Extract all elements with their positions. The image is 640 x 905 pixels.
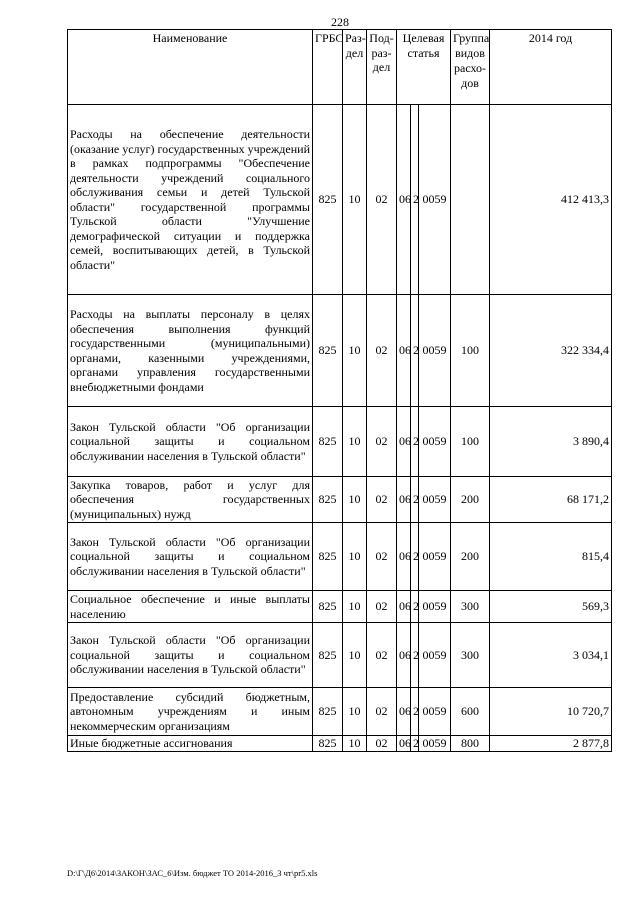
cell-podrazdel: 02: [367, 407, 397, 477]
table-row: [68, 477, 612, 523]
cell-grbs: 825: [313, 295, 343, 407]
cell-razdel: 10: [343, 736, 367, 752]
cell-celevaya-3: 0059: [419, 477, 451, 523]
cell-razdel: 10: [343, 591, 367, 623]
cell-razdel: 10: [343, 105, 367, 295]
cell-sum-2014: 2 877,8: [490, 736, 612, 752]
cell-celevaya-2: 2: [411, 407, 419, 477]
header-name: Наименование: [68, 30, 313, 105]
header-celevaya-statya: Целевая статья: [397, 30, 451, 105]
cell-sum-2014: 68 171,2: [490, 477, 612, 523]
cell-celevaya-2: 2: [411, 688, 419, 736]
cell-celevaya-1: 06: [397, 295, 411, 407]
table-row: [68, 523, 612, 591]
table-row: [68, 407, 612, 477]
cell-grbs: 825: [313, 523, 343, 591]
cell-podrazdel: 02: [367, 623, 397, 688]
cell-razdel: 10: [343, 477, 367, 523]
budget-table: [67, 29, 612, 752]
cell-podrazdel: 02: [367, 688, 397, 736]
cell-celevaya-1: 06: [397, 105, 411, 295]
cell-celevaya-1: 06: [397, 623, 411, 688]
header-razdel: Раз- дел: [343, 30, 367, 105]
cell-name: Закупка товаров, работ и услуг для обеспечения государственных (муниципальных) нужд: [68, 477, 313, 523]
cell-podrazdel: 02: [367, 295, 397, 407]
cell-sum-2014: 412 413,3: [490, 105, 612, 295]
cell-sum-2014: 3 890,4: [490, 407, 612, 477]
header-year-2014: 2014 год: [490, 30, 612, 105]
cell-celevaya-3: 0059: [419, 688, 451, 736]
cell-celevaya-1: 06: [397, 477, 411, 523]
cell-podrazdel: 02: [367, 591, 397, 623]
cell-gruppa: 100: [451, 295, 490, 407]
cell-celevaya-2: 2: [411, 477, 419, 523]
cell-celevaya-2: 2: [411, 523, 419, 591]
cell-celevaya-1: 06: [397, 407, 411, 477]
cell-celevaya-2: 2: [411, 736, 419, 752]
table-row: [68, 688, 612, 736]
cell-razdel: 10: [343, 295, 367, 407]
cell-celevaya-3: 0059: [419, 736, 451, 752]
table-body: [68, 105, 612, 752]
cell-celevaya-2: 2: [411, 105, 419, 295]
cell-gruppa: 100: [451, 407, 490, 477]
cell-grbs: 825: [313, 688, 343, 736]
cell-sum-2014: 322 334,4: [490, 295, 612, 407]
cell-razdel: 10: [343, 688, 367, 736]
cell-grbs: 825: [313, 407, 343, 477]
cell-celevaya-3: 0059: [419, 407, 451, 477]
cell-name: Предоставление субсидий бюджетным, автономным учреждениям и иным некоммерческим организациям: [68, 688, 313, 736]
cell-celevaya-1: 06: [397, 688, 411, 736]
cell-celevaya-1: 06: [397, 736, 411, 752]
cell-grbs: 825: [313, 736, 343, 752]
cell-gruppa: 300: [451, 623, 490, 688]
cell-podrazdel: 02: [367, 523, 397, 591]
table-row: [68, 736, 612, 752]
table-row: [68, 295, 612, 407]
cell-sum-2014: 569,3: [490, 591, 612, 623]
cell-name: Расходы на выплаты персоналу в целях обеспечения выполнения функций государственными (муниципальными) органами, казенными учреждениями, органами управления государственными внебюджетными фондами: [68, 295, 313, 407]
table-row: [68, 623, 612, 688]
cell-celevaya-1: 06: [397, 591, 411, 623]
cell-celevaya-3: 0059: [419, 295, 451, 407]
cell-name: Иные бюджетные ассигнования: [68, 736, 313, 752]
table-row: [68, 591, 612, 623]
table-row: [68, 105, 612, 295]
cell-name: Социальное обеспечение и иные выплаты населению: [68, 591, 313, 623]
table-header-row: [68, 30, 612, 105]
cell-gruppa: 300: [451, 591, 490, 623]
cell-gruppa: 200: [451, 523, 490, 591]
cell-celevaya-1: 06: [397, 523, 411, 591]
cell-gruppa: 800: [451, 736, 490, 752]
cell-celevaya-2: 2: [411, 623, 419, 688]
cell-grbs: 825: [313, 591, 343, 623]
header-podrazdel: Под- раз- дел: [367, 30, 397, 105]
cell-razdel: 10: [343, 623, 367, 688]
cell-celevaya-3: 0059: [419, 523, 451, 591]
cell-celevaya-3: 0059: [419, 105, 451, 295]
cell-podrazdel: 02: [367, 477, 397, 523]
cell-celevaya-3: 0059: [419, 623, 451, 688]
page-number: 228: [331, 15, 349, 29]
cell-sum-2014: 815,4: [490, 523, 612, 591]
cell-name: Закон Тульской области "Об организации социальной защиты и социальном обслуживании населения в Тульской области": [68, 407, 313, 477]
cell-razdel: 10: [343, 407, 367, 477]
cell-razdel: 10: [343, 523, 367, 591]
cell-name: Закон Тульской области "Об организации социальной защиты и социальном обслуживании населения в Тульской области": [68, 523, 313, 591]
cell-gruppa: 200: [451, 477, 490, 523]
cell-celevaya-2: 2: [411, 295, 419, 407]
cell-sum-2014: 10 720,7: [490, 688, 612, 736]
cell-gruppa: [451, 105, 490, 295]
cell-grbs: 825: [313, 477, 343, 523]
cell-grbs: 825: [313, 105, 343, 295]
cell-name: Закон Тульской области "Об организации социальной защиты и социальном обслуживании населения в Тульской области": [68, 623, 313, 688]
cell-sum-2014: 3 034,1: [490, 623, 612, 688]
cell-gruppa: 600: [451, 688, 490, 736]
header-grbs: ГРБС: [313, 30, 343, 105]
cell-podrazdel: 02: [367, 105, 397, 295]
footer-file-path: D:\Г\Д6\2014\ЗАКОН\ЗАС_6\Изм. бюджет ТО 2014-2016_3 чт\pr5.xls: [67, 868, 318, 878]
cell-celevaya-3: 0059: [419, 591, 451, 623]
cell-grbs: 825: [313, 623, 343, 688]
cell-podrazdel: 02: [367, 736, 397, 752]
cell-name: Расходы на обеспечение деятельности (оказание услуг) государственных учреждений в рамках подпрограммы "Обеспечение деятельности учреждений социального обслуживания семьи и детей Тульской области" государственной программы Тульской области "Улучшение демографической ситуации и поддержка семей, воспитывающих детей, в Тульской области": [68, 105, 313, 295]
cell-celevaya-2: 2: [411, 591, 419, 623]
header-gruppa-vidov-raskhodov: Группа видов расхо- дов: [451, 30, 490, 105]
